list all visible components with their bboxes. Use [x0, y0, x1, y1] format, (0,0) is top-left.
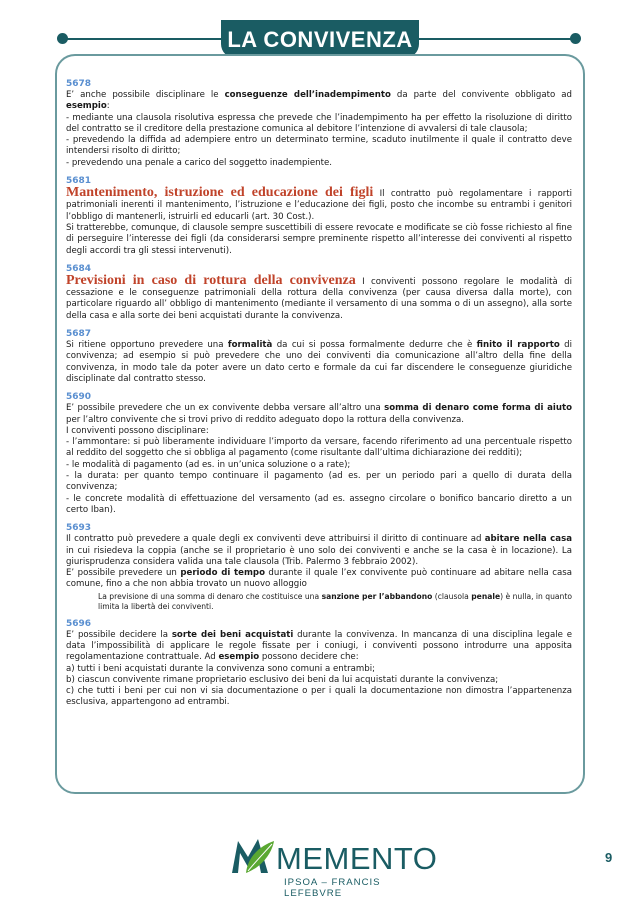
- header-dot-right: [570, 33, 581, 44]
- paragraph-text: Si ritiene opportuno prevedere una formalità da cui si possa formalmente dedurre che è finito il rapporto di convivenza; ad esempio si può prevedere che uno dei conviventi dia comunicazione all’altro della fine della convivenza, in modo tale da poter avere un dato certo e formale da cui far discendere le conseguenze giuridiche disciplinate dal contratto stesso.: [66, 340, 573, 384]
- list-item: c) che tutti i beni per cui non vi sia documentazione o per i quali la documentazione non dimostra l’appartenenza esclusiva, appartengono ad entrambi.: [66, 686, 572, 708]
- list-item: a) tutti i beni acquistati durante la convivenza sono comuni a entrambi;: [66, 663, 376, 674]
- logo-wordmark: MEMENTO: [276, 841, 438, 876]
- list-item: - prevedendo la diffida ad adempiere entro un determinato termine, scaduto inutilmente il quale il contratto deve intendersi risolto di diritto;: [66, 135, 572, 157]
- paragraph-text: Previsioni in caso di rottura della convivenza I conviventi possono regolare le modalità di cessazione e le conseguenze patrimoniali della rottura della convivenza (per causa diversa dalla morte), con particolare riguardo all’ obbligo di mantenimento (mediante il versamento di una somma o di un assegno), alla sorte della casa e alla sorte dei beni acquistati durante la convivenza.: [66, 272, 573, 321]
- section-5684: [66, 263, 572, 322]
- paragraph-text: I conviventi possono disciplinare:: [66, 425, 209, 436]
- side-note: La previsione di una somma di denaro che costituisce una sanzione per l’abbandono (clausola penale) è nulla, in quanto limita la libertà dei conviventi.: [98, 591, 572, 611]
- section-5681: [66, 175, 572, 257]
- list-item: - le concrete modalità di effettuazione del versamento (ad es. assegno circolare o bonifico bancario diretto a un certo Iban).: [66, 493, 572, 515]
- list-item: - le modalità di pagamento (ad es. in un’unica soluzione o a rate);: [66, 459, 351, 470]
- section-5693: [66, 522, 572, 611]
- paragraph-number: 5687: [66, 329, 92, 340]
- list-item: - l’ammontare: si può liberamente individuare l’importo da versare, facendo riferimento ad una percentuale rispetto al reddito del soggetto che si obbliga al pagamento (come risultante dall’ultima dichiarazione dei redditi);: [66, 437, 572, 459]
- logo-subtitle: IPSOA – FRANCIS LEFEBVRE: [284, 877, 381, 899]
- paragraph-number: 5684: [66, 263, 92, 274]
- page-header: [0, 0, 638, 62]
- memento-logo: [228, 833, 438, 899]
- header-dot-left: [57, 33, 68, 44]
- section-5690: [66, 391, 572, 516]
- list-item: - la durata: per quanto tempo continuare il pagamento (ad es. per un periodo pari a quello di durata della convivenza;: [66, 471, 572, 493]
- page-title: LA CONVIVENZA: [221, 20, 419, 58]
- paragraph-number: 5696: [66, 618, 92, 629]
- list-item: - prevedendo una penale a carico del soggetto inadempiente.: [66, 157, 333, 168]
- section-5696: [66, 618, 572, 709]
- list-item: b) ciascun convivente rimane proprietario esclusivo dei beni da lui acquistati durante la convivenza;: [66, 674, 499, 685]
- paragraph-text: Mantenimento, istruzione ed educazione dei figli Il contratto può regolamentare i rapporti patrimoniali inerenti il mantenimento, l’istruzione e l’educazione dei figli, posto che incombe su entrambi i genitori l’obbligo di mantenerli, istruirli ed educarli (art. 30 Cost.).: [66, 185, 572, 222]
- section-5687: [66, 328, 572, 385]
- page-number: 9: [605, 850, 613, 865]
- section-5678: [66, 78, 572, 169]
- content-body: [66, 78, 572, 715]
- section-heading: Mantenimento, istruzione ed educazione dei figli: [66, 185, 374, 201]
- paragraph-text: E’ possibile prevedere un periodo di tempo durante il quale l’ex convivente può continuare ad abitare nella casa comune, fino a che non abbia trovato un nuovo alloggio: [66, 568, 573, 590]
- paragraph-number: 5681: [66, 176, 92, 187]
- paragraph-text: E’ possibile prevedere che un ex convivente debba versare all’altro una somma di denaro come forma di aiuto per l’altro convivente che si trovi privo di reddito adeguato dopo la rottura della convivenza.: [66, 403, 572, 425]
- paragraph-text: E’ possibile decidere la sorte dei beni acquistati durante la convivenza. In mancanza di una disciplina legale e data l’impossibilità di applicare le regole fissate per i coniugi, i conviventi possono introdurre una apposita regolamentazione contrattuale. Ad esempio possono decidere che:: [66, 629, 573, 663]
- list-item: - mediante una clausola risolutiva espressa che prevede che l’inadempimento ha per effetto la risoluzione di diritto del contratto se il creditore della prestazione comunica al debitore l’intenzione di avvalersi di tale clausola;: [66, 112, 572, 134]
- paragraph-text: Si tratterebbe, comunque, di clausole sempre suscettibili di essere revocate e modificate se ciò fosse richiesto al fine di perseguire l’interesse dei figli (da considerarsi sempre preminente rispetto all’interesse dei conviventi al rispetto degli accordi tra gli stessi intervenuti).: [66, 222, 572, 256]
- paragraph-text: Il contratto può prevedere a quale degli ex conviventi deve attribuirsi il diritto di continuare ad abitare nella casa in cui risiedeva la coppia (anche se il proprietario è uno solo dei conviventi e anche se la casa è in locazione). La giurisprudenza considera valida una tale clausola (Trib. Palermo 3 febbraio 2002).: [66, 534, 572, 567]
- paragraph-text: E’ anche possibile disciplinare le conseguenze dell’inadempimento da parte del convivente obbligato ad esempio:: [66, 90, 572, 112]
- header-rule-left: [62, 38, 232, 40]
- paragraph-number: 5690: [66, 392, 92, 403]
- header-rule-right: [406, 38, 576, 40]
- paragraph-number: 5678: [66, 79, 92, 89]
- section-heading: Previsioni in caso di rottura della convivenza: [66, 272, 356, 288]
- paragraph-number: 5693: [66, 523, 92, 534]
- memento-leaf-icon: [228, 833, 278, 879]
